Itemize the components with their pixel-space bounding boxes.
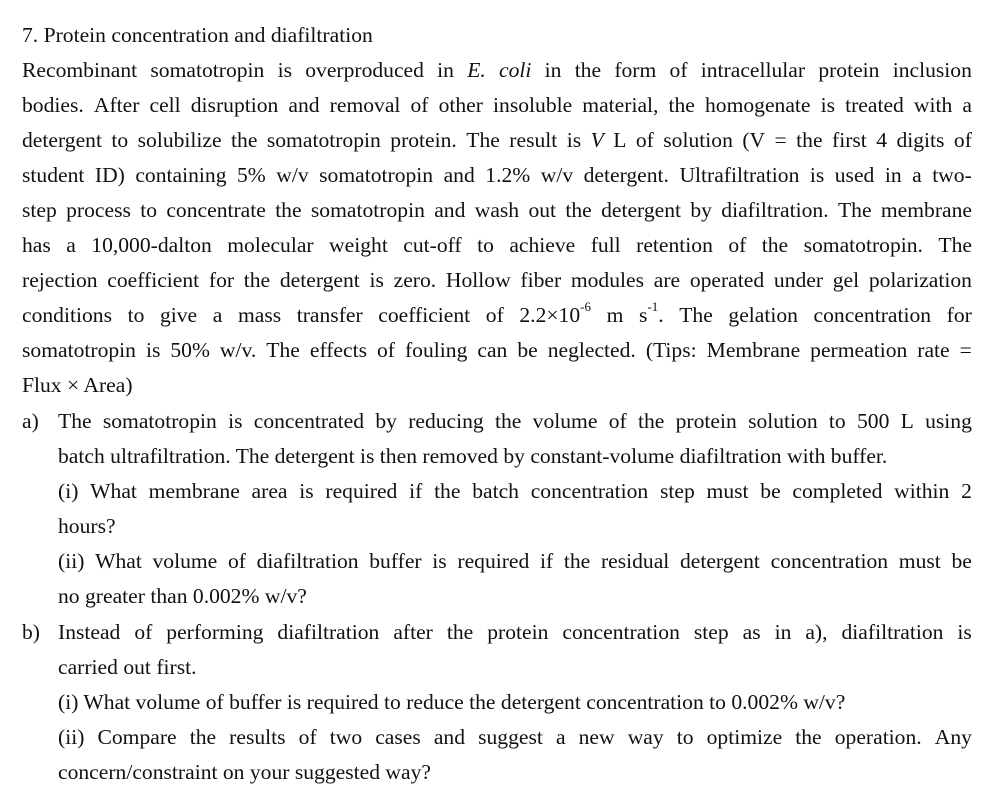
word: to bbox=[140, 198, 158, 222]
word: for bbox=[946, 303, 972, 327]
word: new bbox=[578, 725, 615, 749]
word: a bbox=[66, 233, 76, 257]
word: can bbox=[477, 338, 508, 362]
word: effects bbox=[309, 338, 368, 362]
word: must bbox=[706, 479, 749, 503]
word: batch bbox=[472, 479, 519, 503]
word: diafiltration. bbox=[721, 198, 829, 222]
word: concentration bbox=[530, 479, 649, 503]
word: first bbox=[832, 128, 867, 152]
word: 50% bbox=[170, 338, 210, 362]
word: in bbox=[437, 58, 454, 82]
word: fouling bbox=[404, 338, 468, 362]
word: to bbox=[828, 409, 846, 433]
word: buffer bbox=[369, 549, 422, 573]
word: weight bbox=[329, 233, 388, 257]
part-b-line-2: carried out first. bbox=[58, 655, 197, 679]
word: gel bbox=[832, 268, 860, 292]
word: 2 bbox=[961, 479, 972, 503]
word: of bbox=[635, 128, 654, 152]
word: and bbox=[443, 163, 475, 187]
word: Ultrafiltration bbox=[679, 163, 800, 187]
word: the bbox=[761, 233, 789, 257]
word: two- bbox=[932, 163, 972, 187]
word: operated bbox=[689, 268, 765, 292]
word: What bbox=[90, 479, 137, 503]
word: diafiltration bbox=[841, 620, 944, 644]
word: result bbox=[509, 128, 558, 152]
word: (Tips: bbox=[645, 338, 697, 362]
word: give bbox=[159, 303, 198, 327]
word: a bbox=[212, 303, 223, 327]
word: cases bbox=[375, 725, 421, 749]
word: operation. bbox=[834, 725, 922, 749]
word: solution bbox=[663, 128, 733, 152]
word: of bbox=[485, 303, 504, 327]
word: material, bbox=[582, 93, 659, 117]
word: is bbox=[145, 338, 161, 362]
word: is bbox=[228, 409, 243, 433]
word: a bbox=[962, 93, 972, 117]
word: Instead bbox=[58, 620, 121, 644]
word: other bbox=[438, 93, 483, 117]
part-a-line-2: batch ultrafiltration. The detergent is then removed by constant-volume diafiltration with buffer. bbox=[58, 444, 888, 468]
word: full bbox=[590, 233, 621, 257]
word: bodies. bbox=[22, 93, 84, 117]
word: detergent bbox=[279, 268, 360, 292]
word: step bbox=[659, 479, 695, 503]
intro-line-9 bbox=[22, 337, 972, 363]
word: polarization bbox=[868, 268, 972, 292]
word: somatotropin bbox=[310, 198, 425, 222]
word: concentration bbox=[770, 549, 889, 573]
word: detergent. bbox=[583, 163, 669, 187]
word: of bbox=[134, 620, 153, 644]
word: to bbox=[676, 725, 694, 749]
word: transfer bbox=[296, 303, 363, 327]
word: reducing bbox=[408, 409, 484, 433]
word: $2.2\times 10^{-6}$ bbox=[519, 299, 591, 327]
word: 10,000-dalton bbox=[91, 233, 212, 257]
word: permeation bbox=[810, 338, 908, 362]
word: digits bbox=[896, 128, 945, 152]
word: step bbox=[693, 620, 729, 644]
word: somatotropin bbox=[319, 163, 434, 187]
word: of bbox=[669, 58, 688, 82]
word: to bbox=[111, 128, 129, 152]
word: must bbox=[898, 549, 941, 573]
word: is bbox=[277, 58, 292, 82]
word: completed bbox=[792, 479, 883, 503]
word: is bbox=[299, 479, 314, 503]
word: the bbox=[189, 725, 217, 749]
word: of bbox=[377, 338, 395, 362]
word: is bbox=[432, 549, 447, 573]
intro-line-10: Flux × Area) bbox=[22, 373, 133, 397]
part-b-label: b) bbox=[22, 620, 40, 644]
word: a bbox=[555, 725, 566, 749]
word: volume bbox=[152, 549, 218, 573]
word: = bbox=[774, 128, 787, 152]
word: the bbox=[563, 549, 591, 573]
word: gelation bbox=[728, 303, 798, 327]
word: 5% bbox=[236, 163, 266, 187]
word: somatotropin bbox=[22, 338, 136, 362]
word: the bbox=[275, 198, 302, 222]
word: the bbox=[243, 268, 271, 292]
word: molecular bbox=[227, 233, 314, 257]
word: modules bbox=[570, 268, 645, 292]
word: detergent bbox=[601, 198, 682, 222]
word: out bbox=[528, 198, 557, 222]
word: performing bbox=[166, 620, 264, 644]
word: process bbox=[66, 198, 131, 222]
word: 4 bbox=[876, 128, 888, 152]
word: student bbox=[22, 163, 85, 187]
word: diafiltration bbox=[256, 549, 359, 573]
word: of bbox=[608, 409, 627, 433]
part-b-question-2-cont: concern/constraint on your suggested way? bbox=[58, 760, 431, 784]
word: results bbox=[229, 725, 286, 749]
part-a-question-2-cont: no greater than 0.002% w/v? bbox=[58, 584, 307, 608]
word: wash bbox=[474, 198, 520, 222]
word: Membrane bbox=[706, 338, 801, 362]
word: the bbox=[446, 620, 474, 644]
word: protein bbox=[818, 58, 880, 82]
word: (i) bbox=[58, 479, 79, 503]
word: L bbox=[900, 409, 914, 433]
word: used bbox=[834, 163, 875, 187]
word: After bbox=[93, 93, 140, 117]
word: V bbox=[590, 128, 604, 152]
word: be bbox=[760, 479, 781, 503]
word: conditions bbox=[22, 303, 112, 327]
word: disruption bbox=[190, 93, 279, 117]
word: zero. bbox=[393, 268, 437, 292]
word: a bbox=[912, 163, 922, 187]
word: solution bbox=[748, 409, 818, 433]
word: rate bbox=[917, 338, 950, 362]
word: step bbox=[22, 198, 57, 222]
word: detergent bbox=[22, 128, 102, 152]
word: solubilize bbox=[137, 128, 222, 152]
word: protein bbox=[675, 409, 737, 433]
word: Any bbox=[934, 725, 972, 749]
word: volume bbox=[532, 409, 598, 433]
word: diafiltration bbox=[277, 620, 380, 644]
intro-line-3 bbox=[22, 127, 972, 153]
word: homogenate bbox=[704, 93, 811, 117]
word: The bbox=[466, 128, 500, 152]
word: be bbox=[517, 338, 538, 362]
word: to bbox=[477, 233, 494, 257]
word: be bbox=[951, 549, 972, 573]
part-a-question-1 bbox=[58, 478, 972, 504]
word: a), bbox=[805, 620, 828, 644]
word: after bbox=[393, 620, 433, 644]
word: within bbox=[894, 479, 950, 503]
part-a-question-2 bbox=[58, 548, 972, 574]
word: retention bbox=[636, 233, 713, 257]
word: of bbox=[298, 725, 317, 749]
part-b-line-1 bbox=[58, 619, 972, 645]
word: is bbox=[820, 93, 836, 117]
word: required bbox=[325, 479, 398, 503]
word: has bbox=[22, 233, 51, 257]
part-a-label: a) bbox=[22, 409, 39, 433]
intro-line-5 bbox=[22, 197, 972, 223]
word: the bbox=[495, 409, 522, 433]
word: neglected. bbox=[547, 338, 636, 362]
intro-line-7 bbox=[22, 267, 972, 293]
word: the bbox=[796, 128, 823, 152]
word: form bbox=[614, 58, 657, 82]
word: L bbox=[613, 128, 627, 152]
word: optimize bbox=[706, 725, 783, 749]
word: suggest bbox=[478, 725, 543, 749]
word: (V bbox=[742, 128, 766, 152]
word: way bbox=[627, 725, 664, 749]
word: fiber bbox=[520, 268, 562, 292]
intro-line-1 bbox=[22, 57, 972, 83]
word: The bbox=[679, 303, 713, 327]
word: two bbox=[329, 725, 363, 749]
word: is bbox=[957, 620, 972, 644]
word: rejection bbox=[22, 268, 98, 292]
word: protein bbox=[487, 620, 549, 644]
word: coefficient bbox=[378, 303, 471, 327]
word: to bbox=[127, 303, 145, 327]
word: concentration bbox=[813, 303, 932, 327]
word: achieve bbox=[509, 233, 576, 257]
part-a-line-1 bbox=[58, 408, 972, 434]
word: concentrate bbox=[166, 198, 266, 222]
word: The bbox=[266, 338, 300, 362]
word: somatotropin bbox=[150, 58, 265, 82]
word: cut-off bbox=[403, 233, 462, 257]
word: area bbox=[251, 479, 288, 503]
word: the bbox=[574, 58, 602, 82]
intro-line-4 bbox=[22, 162, 972, 188]
word: by bbox=[690, 198, 712, 222]
word: m bbox=[606, 303, 624, 327]
word: are bbox=[653, 268, 681, 292]
word: the bbox=[795, 725, 822, 749]
part-b-question-1: (i) What volume of buffer is required to reduce the detergent concentration to 0.002% w/v? bbox=[58, 690, 846, 714]
word: and bbox=[288, 93, 320, 117]
word: removal bbox=[329, 93, 401, 117]
word: membrane bbox=[148, 479, 240, 503]
word: Hollow bbox=[445, 268, 511, 292]
word: the bbox=[668, 93, 695, 117]
word: The bbox=[58, 409, 92, 433]
word: intracellular bbox=[700, 58, 806, 82]
word: = bbox=[959, 338, 972, 362]
word: of bbox=[953, 128, 972, 152]
word: coli bbox=[499, 58, 532, 82]
word: of bbox=[227, 549, 246, 573]
word: the bbox=[637, 409, 665, 433]
word: residual bbox=[600, 549, 670, 573]
word: insoluble bbox=[493, 93, 573, 117]
word: Recombinant bbox=[22, 58, 138, 82]
word: w/v. bbox=[219, 338, 257, 362]
word: for bbox=[208, 268, 235, 292]
word: (ii) bbox=[58, 549, 85, 573]
word: 500 bbox=[856, 409, 890, 433]
word: the bbox=[231, 128, 258, 152]
word: and bbox=[433, 725, 466, 749]
word: in bbox=[544, 58, 562, 82]
word: (ii) bbox=[58, 725, 85, 749]
intro-line-2 bbox=[22, 92, 972, 118]
word: $s^{-1}$. bbox=[638, 299, 664, 327]
word: The bbox=[837, 198, 872, 222]
intro-line-6 bbox=[22, 232, 972, 258]
problem-heading: 7. Protein concentration and diafiltration bbox=[22, 23, 373, 47]
word: 1.2% bbox=[485, 163, 531, 187]
word: somatotropin bbox=[266, 128, 381, 152]
word: overproduced bbox=[305, 58, 424, 82]
word: concentration bbox=[562, 620, 680, 644]
word: protein. bbox=[390, 128, 457, 152]
word: w/v bbox=[540, 163, 574, 187]
word: inclusion bbox=[892, 58, 972, 82]
word: w/v bbox=[276, 163, 309, 187]
word: The bbox=[938, 233, 972, 257]
word: concentrated bbox=[253, 409, 365, 433]
word: using bbox=[925, 409, 972, 433]
part-b-question-2 bbox=[58, 724, 972, 750]
word: in bbox=[884, 163, 902, 187]
word: as bbox=[742, 620, 761, 644]
word: under bbox=[773, 268, 824, 292]
word: of bbox=[728, 233, 747, 257]
word: if bbox=[540, 549, 554, 573]
word: required bbox=[457, 549, 530, 573]
word: with bbox=[913, 93, 953, 117]
word: is bbox=[369, 268, 384, 292]
word: somatotropin. bbox=[803, 233, 923, 257]
word: if bbox=[409, 479, 423, 503]
word: ID) bbox=[94, 163, 125, 187]
word: coefficient bbox=[107, 268, 200, 292]
word: detergent bbox=[679, 549, 760, 573]
word: the bbox=[565, 198, 592, 222]
word: by bbox=[375, 409, 397, 433]
word: of bbox=[410, 93, 429, 117]
word: What bbox=[95, 549, 142, 573]
word: E. bbox=[467, 58, 486, 82]
word: membrane bbox=[880, 198, 972, 222]
word: the bbox=[434, 479, 461, 503]
word: is bbox=[809, 163, 825, 187]
intro-line-8 bbox=[22, 299, 972, 328]
word: containing bbox=[135, 163, 227, 187]
word: somatotropin bbox=[102, 409, 217, 433]
word: treated bbox=[845, 93, 904, 117]
word: and bbox=[434, 198, 466, 222]
word: cell bbox=[149, 93, 181, 117]
word: Compare bbox=[97, 725, 177, 749]
word: mass bbox=[237, 303, 282, 327]
word: in bbox=[774, 620, 792, 644]
word: is bbox=[566, 128, 582, 152]
part-a-question-1-cont: hours? bbox=[58, 514, 116, 538]
